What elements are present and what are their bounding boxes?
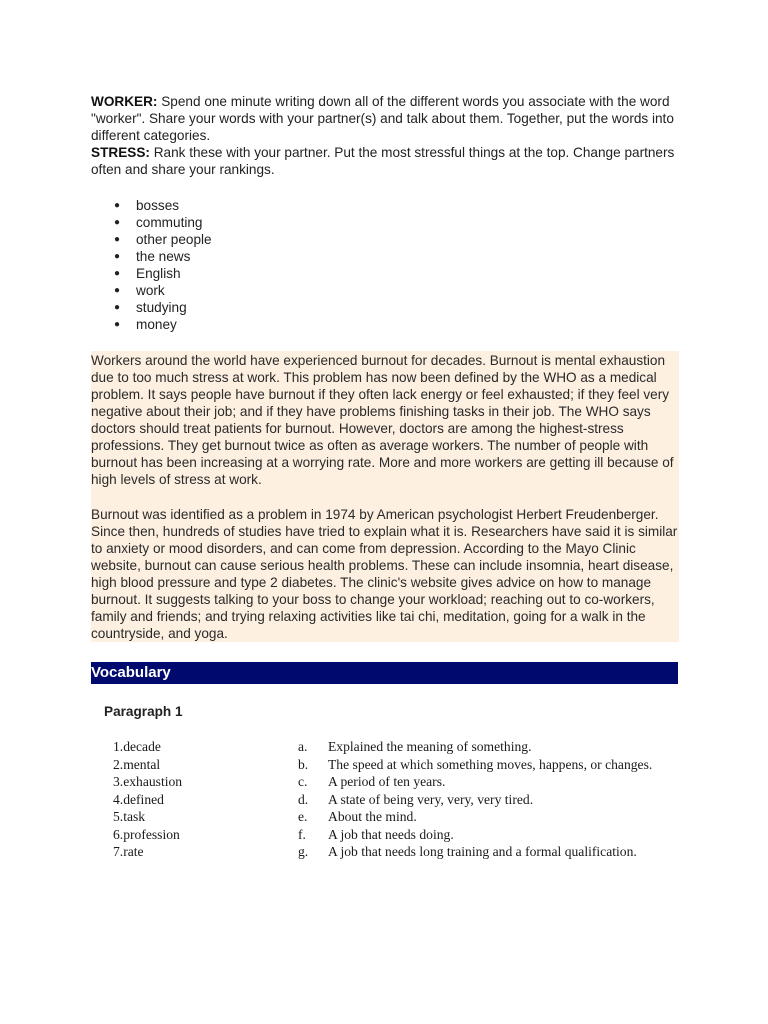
bullet-icon: ● xyxy=(114,268,121,279)
rank-item-label: other people xyxy=(136,232,212,247)
list-item xyxy=(91,265,391,282)
vocab-term: 3.exhaustion xyxy=(113,774,183,789)
bullet-icon: ● xyxy=(114,319,121,330)
vocab-letter: a. xyxy=(298,739,308,754)
worker-label: WORKER: xyxy=(91,94,158,109)
rank-item-label: studying xyxy=(136,300,187,315)
bullet-icon: ● xyxy=(114,200,121,211)
table-row xyxy=(113,808,683,826)
table-row xyxy=(113,756,683,774)
stress-label: STRESS: xyxy=(91,145,150,160)
worker-instruction xyxy=(91,93,679,144)
vocab-letter: g. xyxy=(298,844,309,859)
vocab-letter: c. xyxy=(298,774,308,789)
worker-text: Spend one minute writing down all of the different words you associate with the word "worker". Share your words with your partner(s) and talk about them. Together, put the words into different categories. xyxy=(91,94,674,143)
rank-item-label: English xyxy=(136,266,181,281)
rank-list xyxy=(91,197,391,333)
vocab-term: 1.decade xyxy=(113,739,161,754)
reading-passage xyxy=(91,351,679,642)
bullet-icon: ● xyxy=(114,251,121,262)
vocab-letter: b. xyxy=(298,756,309,772)
vocab-letter: f. xyxy=(298,826,306,842)
bullet-icon: ● xyxy=(114,234,121,245)
list-item xyxy=(91,231,391,248)
vocab-term: 4.defined xyxy=(113,791,164,807)
vocab-term: 7.rate xyxy=(113,844,144,859)
reading-paragraph-2: Burnout was identified as a problem in 1974 by American psychologist Herbert Freudenberger. Since then, hundreds of studies have tried to explain what it is. Researchers have said it is similar to anxiety or mood disorders, and can come from depression. According to the Mayo Clinic website, burnout can cause serious health problems. These can include insomnia, heart disease, high blood pressure and type 2 diabetes. The clinic's website gives advice on how to manage burnout. It suggests talking to your boss to change your workload; reaching out to co-workers, family and friends; and trying relaxing activities like tai chi, meditation, going for a walk in the countryside, and yoga. xyxy=(91,507,678,641)
vocab-definition: The speed at which something moves, happens, or changes. xyxy=(328,756,653,772)
vocab-definition: About the mind. xyxy=(328,809,417,824)
bullet-icon: ● xyxy=(114,302,121,313)
stress-instruction xyxy=(91,144,679,178)
vocab-letter: d. xyxy=(298,791,309,807)
rank-item-label: work xyxy=(136,283,165,298)
vocab-term: 6.profession xyxy=(113,826,180,842)
vocab-term: 5.task xyxy=(113,809,146,824)
vocab-definition: A period of ten years. xyxy=(328,774,446,789)
list-item xyxy=(91,282,391,299)
stress-text: Rank these with your partner. Put the most stressful things at the top. Change partners often and share your rankings. xyxy=(91,145,675,177)
bullet-icon: ● xyxy=(114,285,121,296)
vocab-term: 2.mental xyxy=(113,756,161,772)
vocab-definition: A state of being very, very, very tired. xyxy=(328,791,534,807)
table-row xyxy=(113,791,683,809)
table-row xyxy=(113,773,683,791)
vocabulary-heading: Vocabulary xyxy=(91,662,678,684)
list-item xyxy=(91,248,391,265)
table-row xyxy=(113,738,683,756)
bullet-icon: ● xyxy=(114,217,121,228)
vocab-definition: Explained the meaning of something. xyxy=(328,739,532,754)
rank-item-label: money xyxy=(136,317,177,332)
vocabulary-matching-table xyxy=(113,738,683,861)
intro-instructions xyxy=(91,93,679,178)
vocab-letter: e. xyxy=(298,809,308,824)
list-item xyxy=(91,197,391,214)
table-row xyxy=(113,826,683,844)
vocab-definition: A job that needs long training and a formal qualification. xyxy=(328,844,637,859)
reading-paragraph-1: Workers around the world have experienced burnout for decades. Burnout is mental exhaustion due to too much stress at work. This problem has now been defined by the WHO as a medical problem. It says people have burnout if they often lack energy or feel exhausted; if they feel very negative about their job; and if they have problems finishing tasks in their job. The WHO says doctors should treat patients for burnout. However, doctors are among the highest-stress professions. They get burnout twice as often as average workers. The number of people with burnout has been increasing at a worrying rate. More and more workers are getting ill because of high levels of stress at work. xyxy=(91,353,674,487)
list-item xyxy=(91,299,391,316)
vocab-definition: A job that needs doing. xyxy=(328,826,454,842)
list-item xyxy=(91,316,391,333)
rank-item-label: bosses xyxy=(136,198,180,213)
paragraph-label: Paragraph 1 xyxy=(104,704,183,719)
rank-item-label: commuting xyxy=(136,215,203,230)
table-row xyxy=(113,843,683,861)
rank-item-label: the news xyxy=(136,249,191,264)
list-item xyxy=(91,214,391,231)
